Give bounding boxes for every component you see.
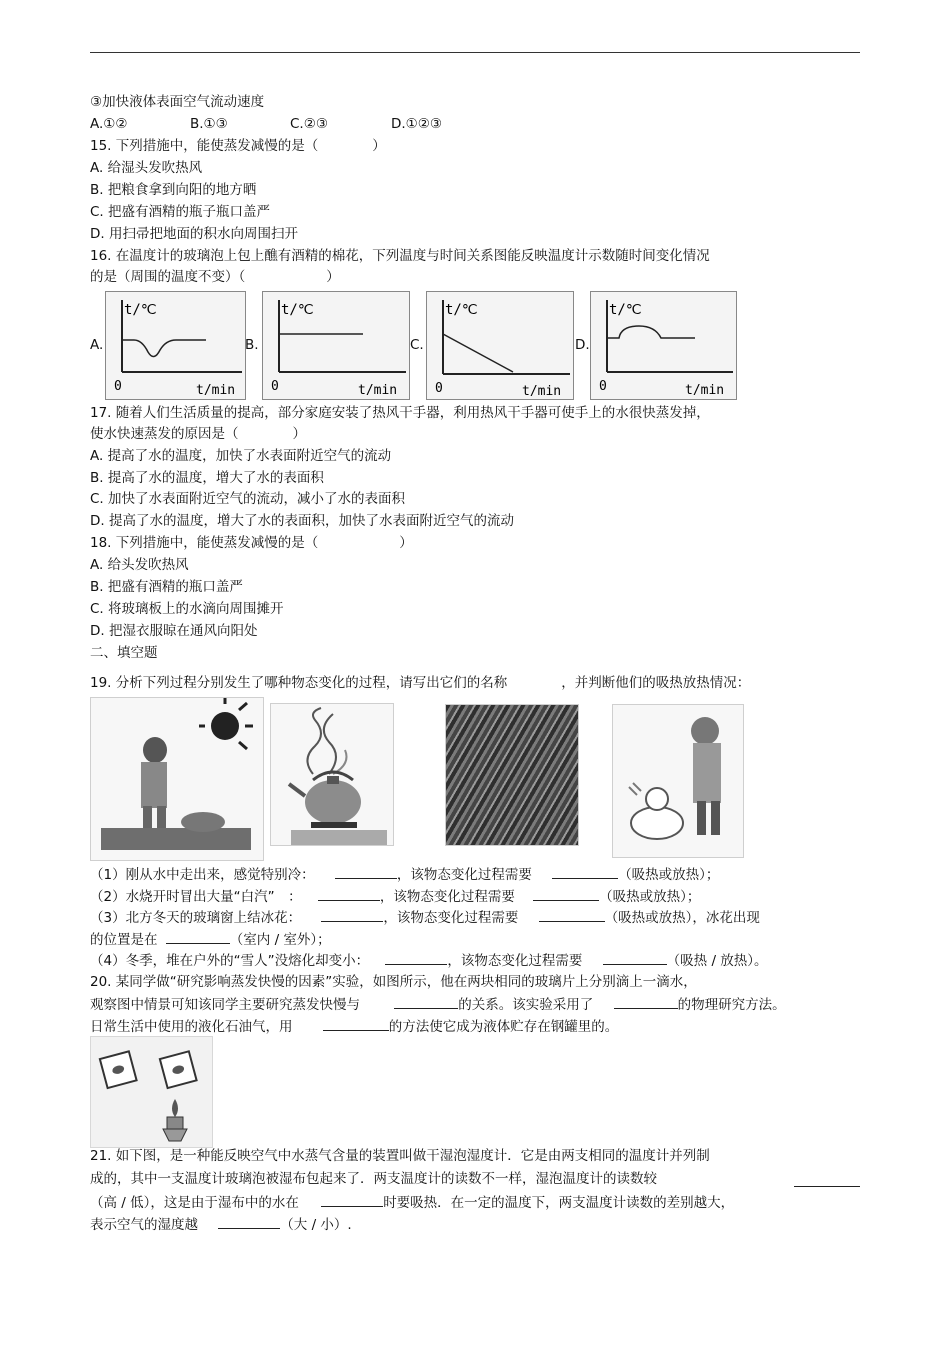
q16-graph-c — [426, 291, 574, 400]
q18-stem: 18. 下列措施中，能使蒸发减慢的是（ ） — [90, 535, 413, 551]
graph-b-origin: 0 — [271, 379, 279, 394]
q21-blank-reading[interactable] — [794, 1172, 860, 1187]
graph-a-origin: 0 — [114, 379, 122, 394]
q19-sub1-blank-heat[interactable] — [552, 864, 618, 879]
q20-line2-text-b: 的关系。该实验采用了 — [458, 997, 594, 1013]
q16-graph-a-letter: A. — [90, 337, 104, 353]
q19-sub3-text-c: （吸热或放热），冰花出现 — [604, 910, 760, 926]
q15-option-b: B. 把粮食拿到向阳的地方晒 — [90, 182, 257, 198]
q19-stem-text-b: ，并判断他们的吸热放热情况： — [561, 675, 751, 691]
q17-stem-line1: 17. 随着人们生活质量的提高，部分家庭安装了热风干手器，利用热风干手器可使手上的水很快蒸发掉， — [90, 405, 710, 421]
q21-blank-process[interactable] — [321, 1192, 383, 1207]
q19-sub4-text: （4）冬季，堆在户外的“雪人”没熔化却变小： — [90, 953, 370, 969]
q19-stem-text-a: 19. 分析下列过程分别发生了哪种物态变化的过程，请写出它们的名称 — [90, 675, 508, 691]
q19-image-kettle — [270, 703, 394, 846]
q21-line4-text-a: 表示空气的湿度越 — [90, 1217, 198, 1233]
q19-sub4-blank-name[interactable] — [385, 950, 447, 965]
q19-sub2-text: （2）水烧开时冒出大量“白汽” ： — [90, 889, 302, 905]
q19-sub2-blank-name[interactable] — [318, 886, 380, 901]
q16-stem-line2: 的是（周围的温度不变）（ ） — [90, 269, 340, 285]
header-rule — [90, 52, 860, 53]
q17-stem-line2: 使水快速蒸发的原因是（ ） — [90, 426, 306, 442]
q16-graph-b — [262, 291, 410, 400]
graph-d-xlabel: t/min — [685, 383, 725, 398]
graph-a-curve — [122, 340, 206, 357]
q20-line2-text-a: 观察图中情景可知该同学主要研究蒸发快慢与 — [90, 997, 360, 1013]
q16-graph-a — [105, 291, 246, 400]
q17-option-b: B. 提高了水的温度，增大了水的表面积 — [90, 470, 324, 486]
q20-line2 — [90, 994, 786, 1015]
q21-line2-text: 成的，其中一支温度计玻璃泡被湿布包起来了．两支温度计的读数不一样，湿泡温度计的读数较 — [90, 1171, 657, 1187]
graph-c-origin: 0 — [435, 381, 443, 396]
q19-image-ice-flower — [445, 704, 579, 846]
q17-option-c: C. 加快了水表面附近空气的流动，减小了水的表面积 — [90, 491, 406, 507]
q21-blank-humidity[interactable] — [218, 1214, 280, 1229]
graph-b-xlabel: t/min — [358, 383, 398, 398]
q16-graph-c-letter: C. — [410, 337, 424, 353]
q19-sub3-cont — [90, 929, 331, 950]
q20-line3-text-a: 日常生活中使用的液化石油气，用 — [90, 1019, 293, 1035]
q20-line2-text-c: 的物理研究方法。 — [677, 997, 786, 1013]
q19-sub2-blank-heat[interactable] — [533, 886, 599, 901]
q17-option-a: A. 提高了水的温度，加快了水表面附近空气的流动 — [90, 448, 392, 464]
q18-option-b: B. 把盛有酒精的瓶口盖严 — [90, 579, 243, 595]
q17-option-d: D. 提高了水的温度，增大了水的表面积，加快了水表面附近空气的流动 — [90, 513, 514, 529]
graph-c-curve — [443, 334, 513, 372]
q21-line3-text-a: （高 / 低），这是由于湿布中的水在 — [90, 1195, 299, 1211]
q19-sub1 — [90, 864, 719, 885]
graph-a-xlabel: t/min — [196, 383, 236, 398]
q21-line4 — [90, 1214, 352, 1235]
q20-blank-factor[interactable] — [394, 994, 458, 1009]
q14-option-c: C.②③ — [290, 116, 328, 132]
q19-sub3-text: （3）北方冬天的玻璃窗上结冰花： — [90, 910, 302, 926]
q19-sub4-text-c: （吸热 / 放热）。 — [666, 953, 768, 969]
graph-c-ylabel: t/℃ — [445, 302, 478, 318]
q21-line4-text-b: （大 / 小）. — [280, 1217, 352, 1233]
q15-option-a: A. 给湿头发吹热风 — [90, 160, 203, 176]
q14-item3: ③加快液体表面空气流动速度 — [90, 94, 265, 110]
q19-sub4 — [90, 950, 768, 971]
q18-option-a: A. 给头发吹热风 — [90, 557, 189, 573]
q19-sub1-text: （1）刚从水中走出来，感觉特别冷： — [90, 867, 315, 883]
q19-sub3-blank-location[interactable] — [166, 929, 230, 944]
q16-graph-d — [590, 291, 737, 400]
q16-graph-d-letter: D. — [575, 337, 590, 353]
q19-sub3 — [90, 907, 760, 928]
graph-b-ylabel: t/℃ — [281, 302, 314, 318]
q21-line3-text-b: 时要吸热．在一定的温度下，两支温度计读数的差别越大， — [383, 1195, 735, 1211]
q15-option-d: D. 用扫帚把地面的积水向周围扫开 — [90, 226, 298, 242]
q19-sub2 — [90, 886, 700, 907]
q19-sub1-text-b: ，该物态变化过程需要 — [396, 867, 532, 883]
q14-options — [90, 114, 490, 134]
q15-stem: 15. 下列措施中，能使蒸发减慢的是（ ） — [90, 138, 386, 154]
graph-d-curve — [607, 326, 695, 338]
graph-d-ylabel: t/℃ — [609, 302, 642, 318]
q20-line3 — [90, 1016, 618, 1037]
q14-option-d: D.①②③ — [391, 116, 442, 132]
q20-line1: 20. 某同学做“研究影响蒸发快慢的因素”实验，如图所示，他在两块相同的玻璃片上分别滴上一滴水， — [90, 974, 697, 990]
q14-option-a: A.①② — [90, 116, 128, 132]
q19-image-snowman — [612, 704, 744, 858]
q15-option-c: C. 把盛有酒精的瓶子瓶口盖严 — [90, 204, 271, 220]
q21-line1: 21. 如下图，是一种能反映空气中水蒸气含量的装置叫做干湿泡湿度计．它是由两支相同的温度计并列制 — [90, 1148, 710, 1164]
q19-sub3-blank-heat[interactable] — [539, 907, 605, 922]
q19-stem — [90, 673, 750, 693]
q16-stem-line1: 16. 在温度计的玻璃泡上包上醮有酒精的棉花，下列温度与时间关系图能反映温度计示数随时间变化情况 — [90, 248, 710, 264]
q19-sub3-text-d: 的位置是在 — [90, 932, 158, 948]
q20-experiment-image — [90, 1036, 213, 1148]
section-fill-in-heading: 二、填空题 — [90, 645, 158, 661]
q20-line3-text-b: 的方法使它成为液体贮存在钢罐里的。 — [388, 1019, 619, 1035]
q19-sub2-text-c: （吸热或放热）； — [599, 889, 701, 905]
q19-sub3-blank-name[interactable] — [321, 907, 383, 922]
graph-a-ylabel: t/℃ — [124, 302, 157, 318]
q19-sub1-text-c: （吸热或放热）； — [618, 867, 720, 883]
q16-graph-b-letter: B. — [245, 337, 259, 353]
q20-blank-liquefy[interactable] — [323, 1016, 389, 1031]
q14-option-b: B.①③ — [190, 116, 228, 132]
q19-sub2-text-b: ，该物态变化过程需要 — [379, 889, 515, 905]
q21-line2 — [90, 1169, 860, 1189]
q21-line3 — [90, 1192, 734, 1213]
q19-sub4-text-b: ，该物态变化过程需要 — [447, 953, 583, 969]
q19-image-swimmer — [90, 697, 264, 861]
graph-c-xlabel: t/min — [522, 384, 562, 399]
q20-blank-method[interactable] — [614, 994, 678, 1009]
q18-option-d: D. 把湿衣服晾在通风向阳处 — [90, 623, 258, 639]
q19-sub1-blank-name[interactable] — [335, 864, 397, 879]
graph-d-origin: 0 — [599, 379, 607, 394]
q18-option-c: C. 将玻璃板上的水滴向周围摊开 — [90, 601, 284, 617]
q19-sub3-text-b: ，该物态变化过程需要 — [383, 910, 519, 926]
q19-sub4-blank-heat[interactable] — [603, 950, 667, 965]
q19-sub3-text-e: （室内 / 室外）； — [229, 932, 331, 948]
